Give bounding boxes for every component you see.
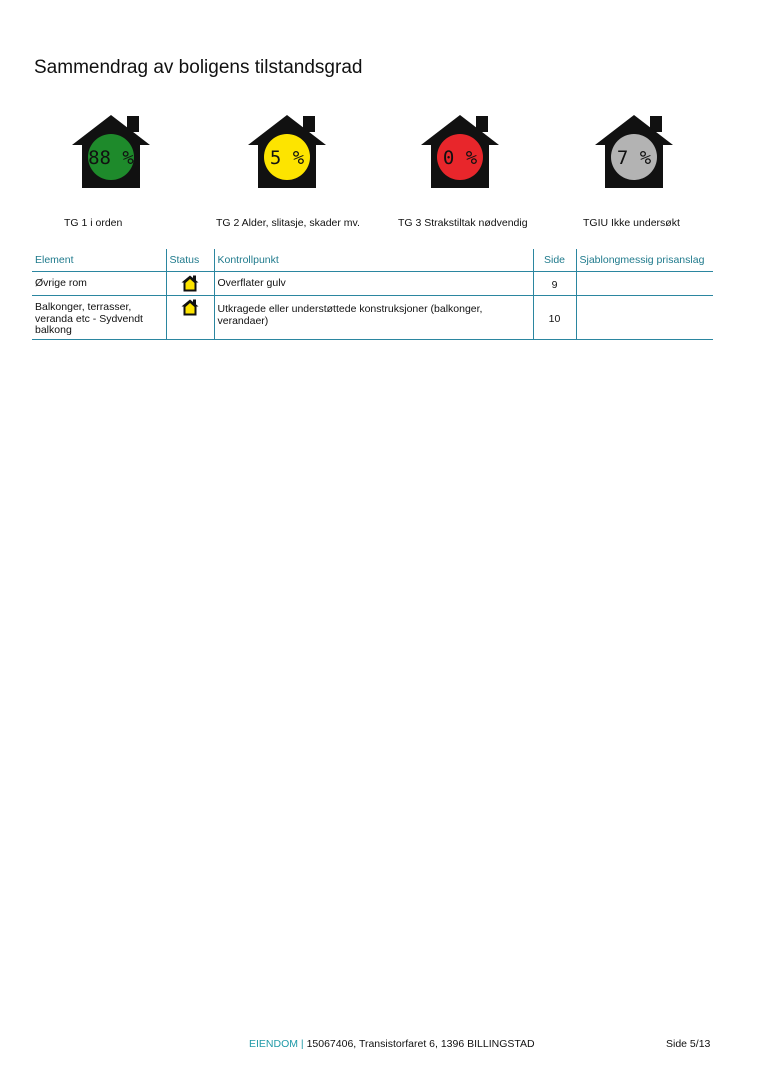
cell-side: 10 [533, 296, 576, 340]
page-title: Sammendrag av boligens tilstandsgrad [34, 57, 363, 78]
footer-separator: | [298, 1038, 307, 1050]
house-tg2-icon [181, 299, 199, 316]
house-tg1-icon [69, 112, 153, 192]
grade-label-tgiu: TGIU Ikke undersøkt [583, 217, 680, 229]
header-status: Status [166, 249, 214, 272]
grade-label-tg1: TG 1 i orden [64, 217, 123, 229]
grade-percent: 7 % [616, 147, 652, 169]
house-tg2-icon [181, 275, 199, 292]
grade-percent: 0 % [442, 147, 478, 169]
header-prisanslag: Sjablongmessig prisanslag [576, 249, 713, 272]
cell-prisanslag [576, 272, 713, 296]
page-number: Side 5/13 [666, 1038, 711, 1050]
table-row [32, 296, 713, 340]
table-header-row [32, 249, 713, 272]
footer-address-text: 15067406, Transistorfaret 6, 1396 BILLINGSTAD [306, 1038, 535, 1050]
house-tgiu-icon [592, 112, 676, 192]
cell-side: 9 [533, 272, 576, 296]
cell-prisanslag [576, 296, 713, 340]
cell-kontrollpunkt: Utkragede eller understøttede konstruksjoner (balkonger, verandaer) [214, 296, 533, 340]
header-kontrollpunkt: Kontrollpunkt [214, 249, 533, 272]
summary-table [32, 249, 713, 340]
footer-brand: EIENDOM [249, 1038, 299, 1050]
table-row [32, 272, 713, 296]
cell-status [166, 296, 214, 340]
cell-kontrollpunkt: Overflater gulv [214, 272, 533, 296]
house-tg2-icon [245, 112, 329, 192]
grade-label-tg3: TG 3 Strakstiltak nødvendig [398, 217, 528, 229]
grade-label-tg2: TG 2 Alder, slitasje, skader mv. [216, 217, 360, 229]
house-tg3-icon [418, 112, 502, 192]
header-side: Side [533, 249, 576, 272]
footer-address [249, 1038, 535, 1050]
cell-element: Øvrige rom [32, 272, 166, 296]
cell-status [166, 272, 214, 296]
grade-percent: 88 % [88, 147, 134, 169]
cell-element: Balkonger, terrasser, veranda etc - Sydvendt balkong [32, 296, 166, 340]
header-element: Element [32, 249, 166, 272]
grade-percent: 5 % [269, 147, 305, 169]
